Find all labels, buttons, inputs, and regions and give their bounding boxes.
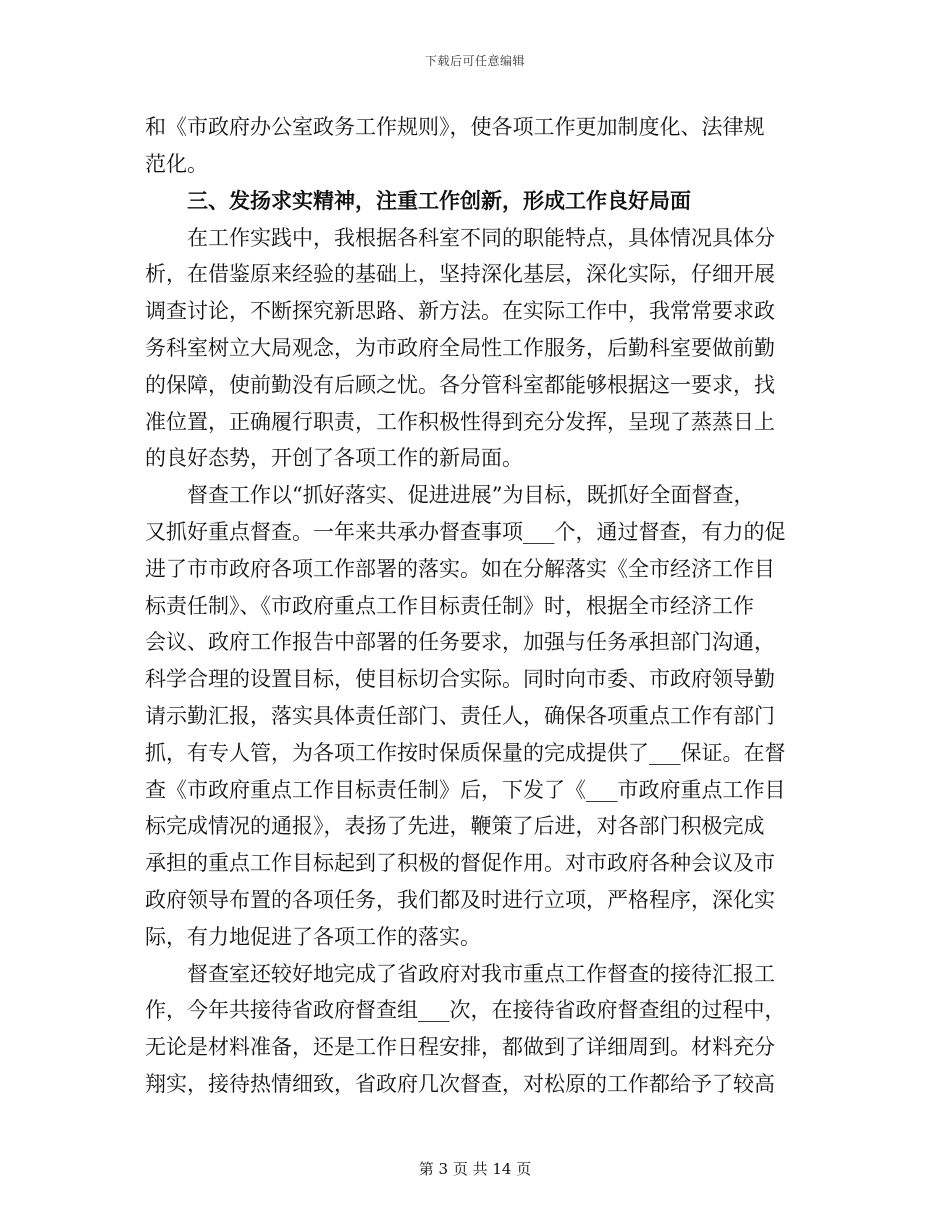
text-line: 科学合理的设置目标，使目标切合实际。同时向市委、市政府领导勤 bbox=[145, 667, 775, 691]
text-line: 督查工作以“抓好落实、促进进展”为目标，既抓好全面督查， bbox=[187, 483, 755, 507]
section-heading: 三、发扬求实精神，注重工作创新，形成工作良好局面 bbox=[187, 188, 691, 213]
text-line: 无论是材料准备，还是工作日程安排，都做到了详细周到。材料充分 bbox=[145, 1035, 775, 1059]
text-line: 和《市政府办公室政务工作规则》，使各项工作更加制度化、法律规 bbox=[145, 115, 765, 139]
text-line: 查《市政府重点工作目标责任制》后，下发了《___市政府重点工作目 bbox=[145, 778, 786, 802]
text-line: 会议、政府工作报告中部署的任务要求，加强与任务承担部门沟通， bbox=[145, 630, 775, 654]
text-line: 又抓好重点督查。一年来共承办督查事项___个，通过督查，有力的促 bbox=[145, 520, 786, 544]
text-line: 抓，有专人管，为各项工作按时保质保量的完成提供了___保证。在督 bbox=[145, 741, 786, 765]
text-line: 请示勤汇报，落实具体责任部门、责任人，确保各项重点工作有部门 bbox=[145, 704, 775, 728]
page-number: 第 3 页 共 14 页 bbox=[418, 1160, 532, 1178]
text-line: 际，有力地促进了各项工作的落实。 bbox=[145, 925, 481, 949]
text-line: 作，今年共接待省政府督查组___次，在接待省政府督查组的过程中， bbox=[145, 998, 786, 1022]
text-line: 的良好态势，开创了各项工作的新局面。 bbox=[145, 446, 523, 470]
text-line: 调查讨论，不断探究新思路、新方法。在实际工作中，我常常要求政 bbox=[145, 299, 775, 323]
text-line: 标完成情况的通报》，表扬了先进，鞭策了后进，对各部门积极完成 bbox=[145, 814, 765, 838]
text-line: 翔实，接待热情细致，省政府几次督查，对松原的工作都给予了较高 bbox=[145, 1072, 775, 1096]
text-line: 督查室还较好地完成了省政府对我市重点工作督查的接待汇报工 bbox=[187, 962, 775, 986]
text-line: 进了市市政府各项工作部署的落实。如在分解落实《全市经济工作目 bbox=[145, 557, 775, 581]
text-line: 的保障，使前勤没有后顾之忧。各分管科室都能够根据这一要求，找 bbox=[145, 373, 775, 397]
text-line: 准位置，正确履行职责，工作积极性得到充分发挥，呈现了蒸蒸日上 bbox=[145, 410, 775, 434]
text-line: 务科室树立大局观念，为市政府全局性工作服务，后勤科室要做前勤 bbox=[145, 336, 775, 360]
text-line: 承担的重点工作目标起到了积极的督促作用。对市政府各种会议及市 bbox=[145, 851, 775, 875]
text-line: 在工作实践中，我根据各科室不同的职能特点，具体情况具体分 bbox=[187, 226, 775, 250]
text-line: 标责任制》、《市政府重点工作目标责任制》时，根据全市经济工作 bbox=[145, 594, 754, 618]
text-line: 析，在借鉴原来经验的基础上，坚持深化基层，深化实际，仔细开展 bbox=[145, 262, 775, 286]
page-header-note: 下载后可任意编辑 bbox=[424, 54, 525, 68]
text-line: 政府领导布置的各项任务，我们都及时进行立项，严格程序，深化实 bbox=[145, 888, 775, 912]
text-line: 范化。 bbox=[145, 152, 208, 176]
